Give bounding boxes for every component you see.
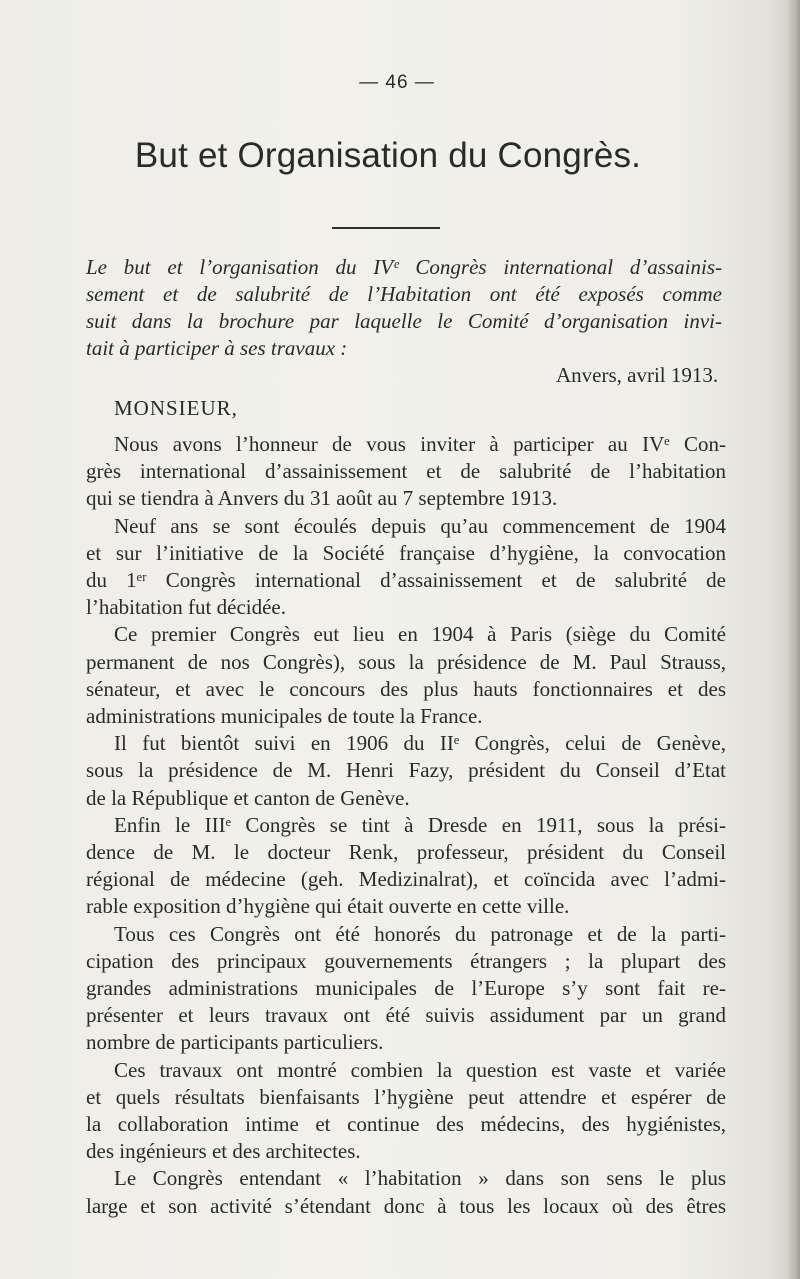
body-line: Neuf ans se sont écoulés depuis qu’au commencement de 1904 — [114, 513, 726, 538]
intro-line: sement et de salubrité de l’Habitation ont été exposés comme — [86, 282, 722, 306]
page-edge-shadow — [786, 0, 800, 1279]
body-line: Ces travaux ont montré combien la question est vaste et variée — [114, 1057, 726, 1082]
body-line: régional de médecine (geh. Medizinalrat), et coïncida avec l’admi- — [86, 867, 726, 892]
body-line: nombre de participants particuliers. — [86, 1030, 384, 1055]
body-line: sénateur, et avec le concours des plus hauts fonctionnaires et des — [86, 676, 726, 701]
body-line: Tous ces Congrès ont été honorés du patronage et de la parti- — [114, 921, 726, 946]
body-line: Nous avons l’honneur de vous inviter à participer au IVᵉ Con- — [114, 432, 726, 456]
intro-line: suit dans la brochure par laquelle le Comité d’organisation invi- — [86, 309, 722, 333]
body-line: la collaboration intime et continue des médecins, des hygiénistes, — [86, 1112, 726, 1137]
body-line: grès international d’assainissement et de salubrité de l’habitation — [86, 459, 726, 484]
page-title: But et Organisation du Congrès. — [134, 136, 642, 175]
body-line: du 1ᵉʳ Congrès international d’assainissement et de salubrité de — [86, 568, 726, 593]
body-line: et quels résultats bienfaisants l’hygiène peut attendre et espérer de — [86, 1084, 726, 1109]
body-line: sous la présidence de M. Henri Fazy, président du Conseil d’Etat — [86, 758, 726, 783]
body-line: présenter et leurs travaux ont été suivis assidument par un grand — [86, 1003, 726, 1028]
body-line: rable exposition d’hygiène qui était ouverte en cette ville. — [86, 894, 570, 919]
body-line: l’habitation fut décidée. — [86, 595, 287, 620]
intro-paragraph — [86, 254, 722, 362]
body-line: Enfin le IIIᵉ Congrès se tint à Dresde en 1911, sous la prési- — [114, 812, 726, 837]
body-line: qui se tiendra à Anvers du 31 août au 7 septembre 1913. — [86, 486, 558, 511]
title-divider — [332, 227, 440, 229]
body-line: et sur l’initiative de la Société française d’hygiène, la convocation — [86, 540, 726, 565]
letter-salutation: MONSIEUR, — [114, 396, 238, 420]
body-line: des ingénieurs et des architectes. — [86, 1139, 361, 1164]
body-line: cipation des principaux gouvernements étrangers ; la plupart des — [86, 948, 726, 973]
letter-body — [86, 431, 726, 1220]
body-line: Le Congrès entendant « l’habitation » dans son sens le plus — [114, 1166, 726, 1191]
body-line: grandes administrations municipales de l’Europe s’y sont fait re- — [86, 976, 726, 1001]
letter-dateline: Anvers, avril 1913. — [556, 363, 719, 387]
page-number: — 46 — — [359, 72, 435, 93]
body-line: administrations municipales de toute la France. — [86, 704, 483, 729]
intro-line: Le but et l’organisation du IVᵉ Congrès international d’assainis- — [86, 255, 722, 279]
body-line: permanent de nos Congrès), sous la présidence de M. Paul Strauss, — [86, 649, 726, 674]
body-line: de la République et canton de Genève. — [86, 785, 410, 810]
body-line: dence de M. le docteur Renk, professeur, président du Conseil — [86, 840, 726, 865]
body-line: Il fut bientôt suivi en 1906 du IIᵉ Congrès, celui de Genève, — [114, 731, 726, 756]
intro-line: tait à participer à ses travaux : — [86, 336, 348, 360]
body-line: large et son activité s’étendant donc à tous les locaux où des êtres — [86, 1193, 726, 1218]
body-line: Ce premier Congrès eut lieu en 1904 à Paris (siège du Comité — [114, 622, 726, 647]
